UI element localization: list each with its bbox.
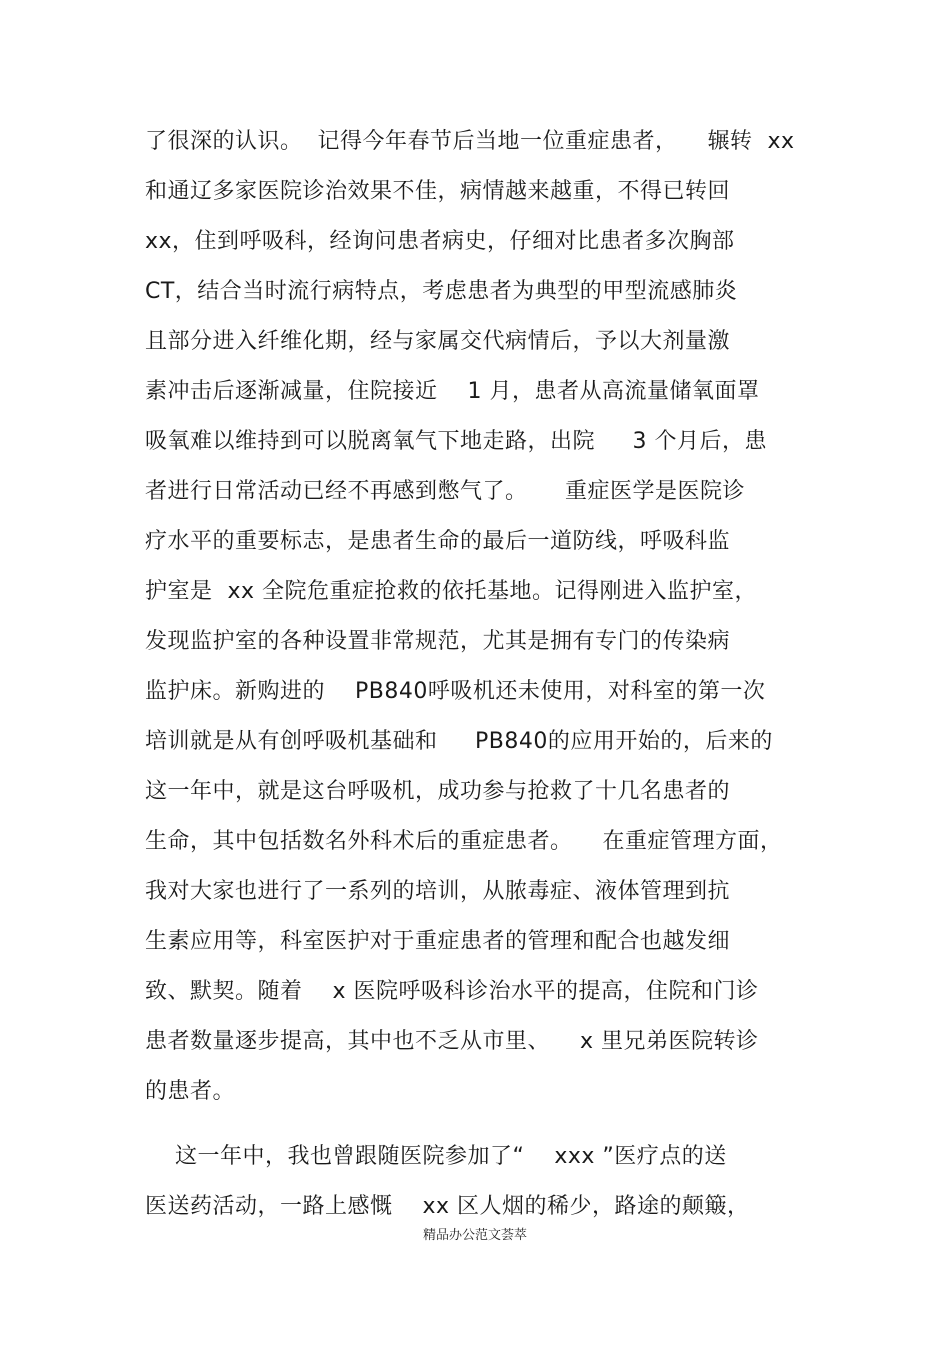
body-line: 患者数量逐步提高，其中也不乏从市里、 x 里兄弟医院转诊 bbox=[145, 1029, 759, 1054]
body-line: 生素应用等，科室医护对于重症患者的管理和配合也越发细 bbox=[145, 929, 731, 954]
body-line: 发现监护室的各种设置非常规范，尤其是拥有专门的传染病 bbox=[145, 629, 731, 654]
body-line: 医送药活动，一路上感慨 xx 区人烟的稀少，路途的颠簸， bbox=[145, 1194, 750, 1219]
body-line: 监护床。新购进的 PB840呼吸机还未使用，对科室的第一次 bbox=[145, 679, 766, 704]
body-line: 吸氧难以维持到可以脱离氧气下地走路，出院 3 个月后，患 bbox=[145, 429, 767, 454]
body-line: 素冲击后逐渐减量，住院接近 1 月，患者从高流量储氧面罩 bbox=[145, 379, 760, 404]
body-line: 致、默契。随着 x 医院呼吸科诊治水平的提高，住院和门诊 bbox=[145, 979, 759, 1004]
page-footer: 精品办公范文荟萃 bbox=[422, 1228, 527, 1243]
body-line: 和通辽多家医院诊治效果不佳，病情越来越重，不得已转回 bbox=[145, 179, 731, 204]
body-line: CT，结合当时流行病特点，考虑患者为典型的甲型流感肺炎 bbox=[145, 279, 738, 304]
body-line: 培训就是从有创呼吸机基础和 PB840的应用开始的，后来的 bbox=[145, 729, 773, 754]
body-line: 者进行日常活动已经不再感到憋气了。 重症医学是医院诊 bbox=[145, 479, 745, 504]
body-line: 护室是 xx 全院危重症抢救的依托基地。记得刚进入监护室， bbox=[145, 579, 758, 604]
body-line: 我对大家也进行了一系列的培训，从脓毒症、液体管理到抗 bbox=[145, 879, 731, 904]
body-line: xx，住到呼吸科，经询问患者病史，仔细对比患者多次胸部 bbox=[145, 229, 735, 254]
body-line: 了很深的认识。 记得今年春节后当地一位重症患者， 辗转 xx bbox=[145, 129, 795, 154]
body-line: 的患者。 bbox=[145, 1079, 236, 1104]
body-line: 且部分进入纤维化期，经与家属交代病情后，予以大剂量激 bbox=[145, 329, 731, 354]
body-line: 这一年中，我也曾跟随医院参加了“ xxx ”医疗点的送 bbox=[145, 1144, 727, 1169]
body-line: 这一年中，就是这台呼吸机，成功参与抢救了十几名患者的 bbox=[145, 779, 731, 804]
body-line: 疗水平的重要标志，是患者生命的最后一道防线，呼吸科监 bbox=[145, 529, 731, 554]
body-line: 生命，其中包括数名外科术后的重症患者。 在重症管理方面， bbox=[145, 829, 783, 854]
